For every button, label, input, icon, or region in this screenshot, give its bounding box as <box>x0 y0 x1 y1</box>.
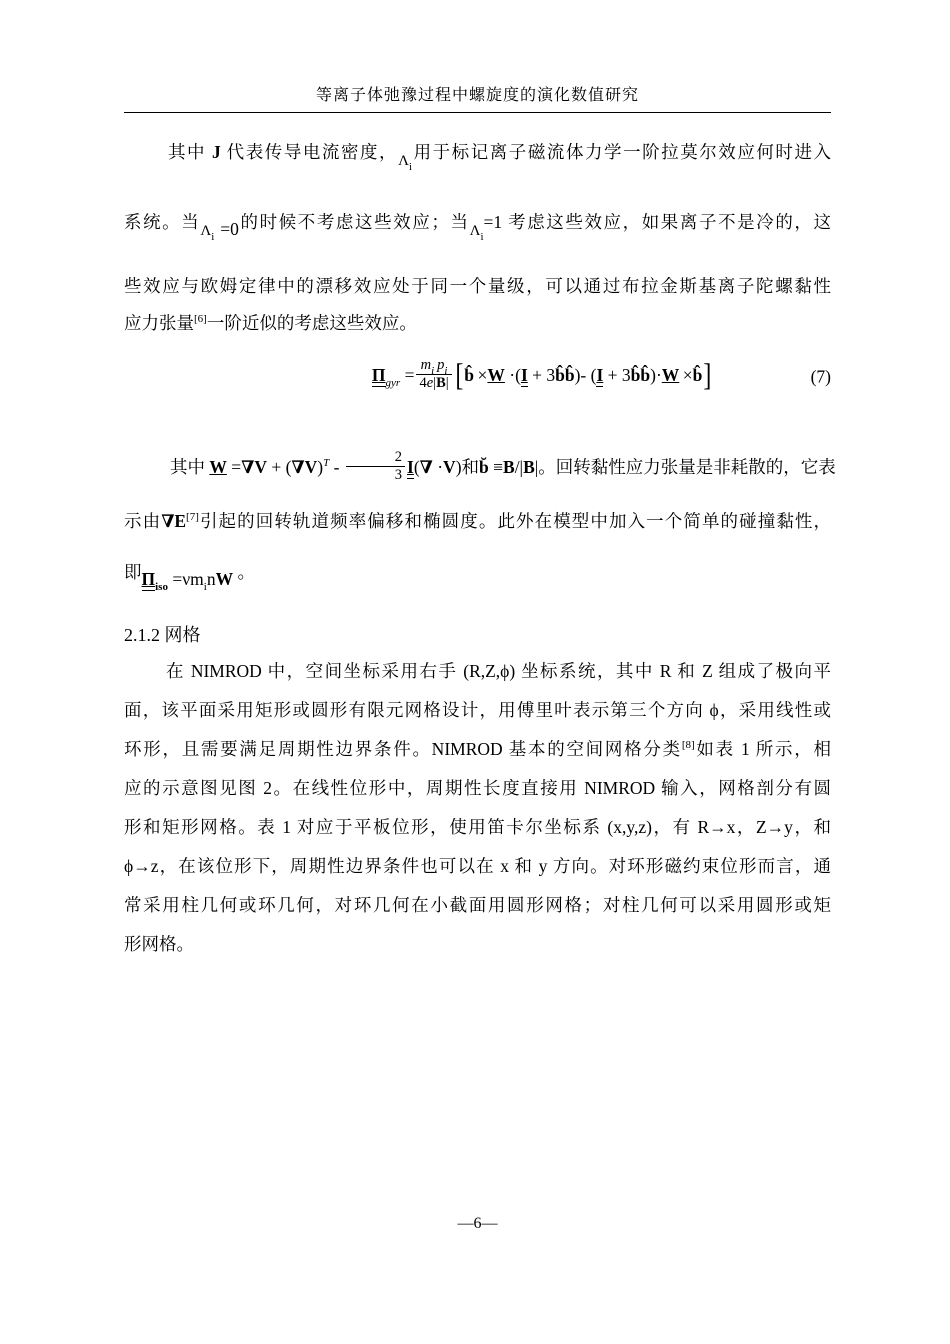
paragraph-3-line-6: ϕ→z，在该位形下，周期性边界条件也可以在 x 和 y 方向。对环形磁约束位形而言，通 <box>124 856 831 876</box>
text: 考虑这些效应，如果离子不是冷的，这 <box>502 212 832 232</box>
right-bracket: ] <box>703 355 712 392</box>
b-hat-b-hat: b̂b̂ <box>630 365 651 386</box>
nabla: ∇ <box>241 457 255 478</box>
W-tensor: W <box>209 457 227 478</box>
running-header-title: 等离子体弛豫过程中螺旋度的演化数值研究 <box>315 87 639 104</box>
b-hat: b̂ <box>464 365 475 386</box>
text: 用于标记离子磁流体力学一阶拉莫尔效应何时进入 <box>412 142 832 162</box>
paragraph-1-line-1 <box>124 140 832 173</box>
paragraph-3-line-8: 形网格。 <box>124 934 194 954</box>
nabla-E: ∇E <box>161 511 187 531</box>
text: 其中 <box>168 142 213 162</box>
b-hat-b-hat: b̂b̂ <box>555 365 575 386</box>
text: 。 <box>233 562 255 582</box>
fraction: $\frac{m_i p_i}{4e|B|}$ <box>416 357 451 391</box>
citation-7: [7] <box>186 511 199 523</box>
equation-number: (7) <box>810 366 831 387</box>
text: 一阶近似的考虑这些效应。 <box>206 313 417 333</box>
left-bracket: [ <box>454 355 463 392</box>
I-tensor: I <box>407 457 414 478</box>
paragraph-2-line-2 <box>124 509 831 534</box>
text: 即 <box>124 562 142 582</box>
text: 引起的回转轨道频率偏移和椭圆度。此外在模型中加入一个简单的碰撞黏性， <box>198 511 832 531</box>
text: 示由 <box>124 511 162 531</box>
paragraph-3-line-2: 面，该平面采用矩形或圆形有限元网格设计，用傅里叶表示第三个方向 ϕ，采用线性或 <box>124 700 831 720</box>
transpose-T: T <box>323 457 330 470</box>
paragraph-3-line-7: 常采用柱几何或环几何，对环几何在小截面用圆形网格；对柱几何可以采用圆形或矩 <box>124 895 831 915</box>
equation-body: $\Pi_{gyr}$ = $\frac{m_i p_i}{4e|B|}$ [b̂ ×W ·(I + 3b̂b̂)- (I + 3b̂b̂)·W ×b̂] <box>372 354 713 400</box>
nabla: ∇ <box>291 457 305 478</box>
paragraph-3 <box>124 652 831 964</box>
inline-math-lambda-i: $\Lambda_i$ <box>398 153 413 173</box>
text: =1 <box>483 212 503 232</box>
symbol-pi-gyr: Π <box>371 365 386 386</box>
text: 系统。当 <box>124 212 201 232</box>
text: 。回转黏性应力张量是非耗散的，它表 <box>538 457 836 478</box>
inline-math-lambda-i: $\Lambda_i$ <box>469 223 484 243</box>
page-number: —6— <box>457 1215 498 1232</box>
I-tensor: I <box>520 365 528 386</box>
nabla: ∇ <box>419 457 433 478</box>
paragraph-3-line-4: 应的示意图见图 2。在线性位形中，周期性长度直接用 NIMROD 输入，网格剖分有圆 <box>124 778 831 798</box>
section-title: 网格 <box>164 625 201 645</box>
paragraph-2-line-1: 其中 $W =\nabla V + (\nabla V)^T$ - $\frac{2}{3}$ I(∇ ·V)和b̆ ≡B/|B|。回转黏性应力张量是非耗散的，它表 <box>170 449 836 483</box>
W-tensor: W <box>661 365 680 386</box>
fraction-two-thirds: $\frac{2}{3}$ <box>346 449 405 483</box>
paragraph-1-line-3: 些效应与欧姆定律中的漂移效应处于同一个量级，可以通过布拉金斯基离子陀螺黏性 <box>124 276 831 296</box>
text: 其中 <box>170 457 210 478</box>
text: 的时候不考虑这些效应；当 <box>238 212 470 232</box>
paragraph-1-line-2 <box>124 210 832 243</box>
paragraph-3-line-3 <box>124 730 831 769</box>
inline-math-pi-iso: $\Pi_{iso} =\nu m_inW$ <box>141 569 234 593</box>
text: 如表 1 所示，相 <box>694 739 831 759</box>
symbol-J: J <box>212 142 221 162</box>
I-tensor: I <box>596 365 604 386</box>
citation-8: [8] <box>681 739 695 751</box>
paragraph-2-line-3 <box>124 560 831 593</box>
header-rule <box>124 112 831 113</box>
text: 环形，且需要满足周期性边界条件。NIMROD 基本的空间网格分类 <box>124 739 682 759</box>
paragraph-3-line-5: 形和矩形网格。表 1 对应于平板位形，使用笛卡尔坐标系 (x,y,z)，有 R→x，Z→y，和 <box>124 817 831 837</box>
W-tensor: W <box>487 365 505 386</box>
text: 应力张量 <box>124 313 194 333</box>
citation-6: [6] <box>194 313 207 325</box>
inline-math-lambda-i-eq-0: $\Lambda_i =0$ <box>200 219 239 243</box>
text: 代表传导电流密度， <box>220 142 399 162</box>
paragraph-1-line-4 <box>124 311 831 336</box>
b-hat: b̆ <box>479 457 489 478</box>
section-number: 2.1.2 <box>124 625 165 645</box>
equation-7 <box>124 348 831 406</box>
paragraph-3-line-1: 在 NIMROD 中，空间坐标采用右手 (R,Z,ϕ) 坐标系统，其中 R 和 Z 组成了极向平 <box>166 661 831 681</box>
b-hat: b̂ <box>692 365 703 386</box>
section-heading-2-1-2 <box>124 622 831 648</box>
